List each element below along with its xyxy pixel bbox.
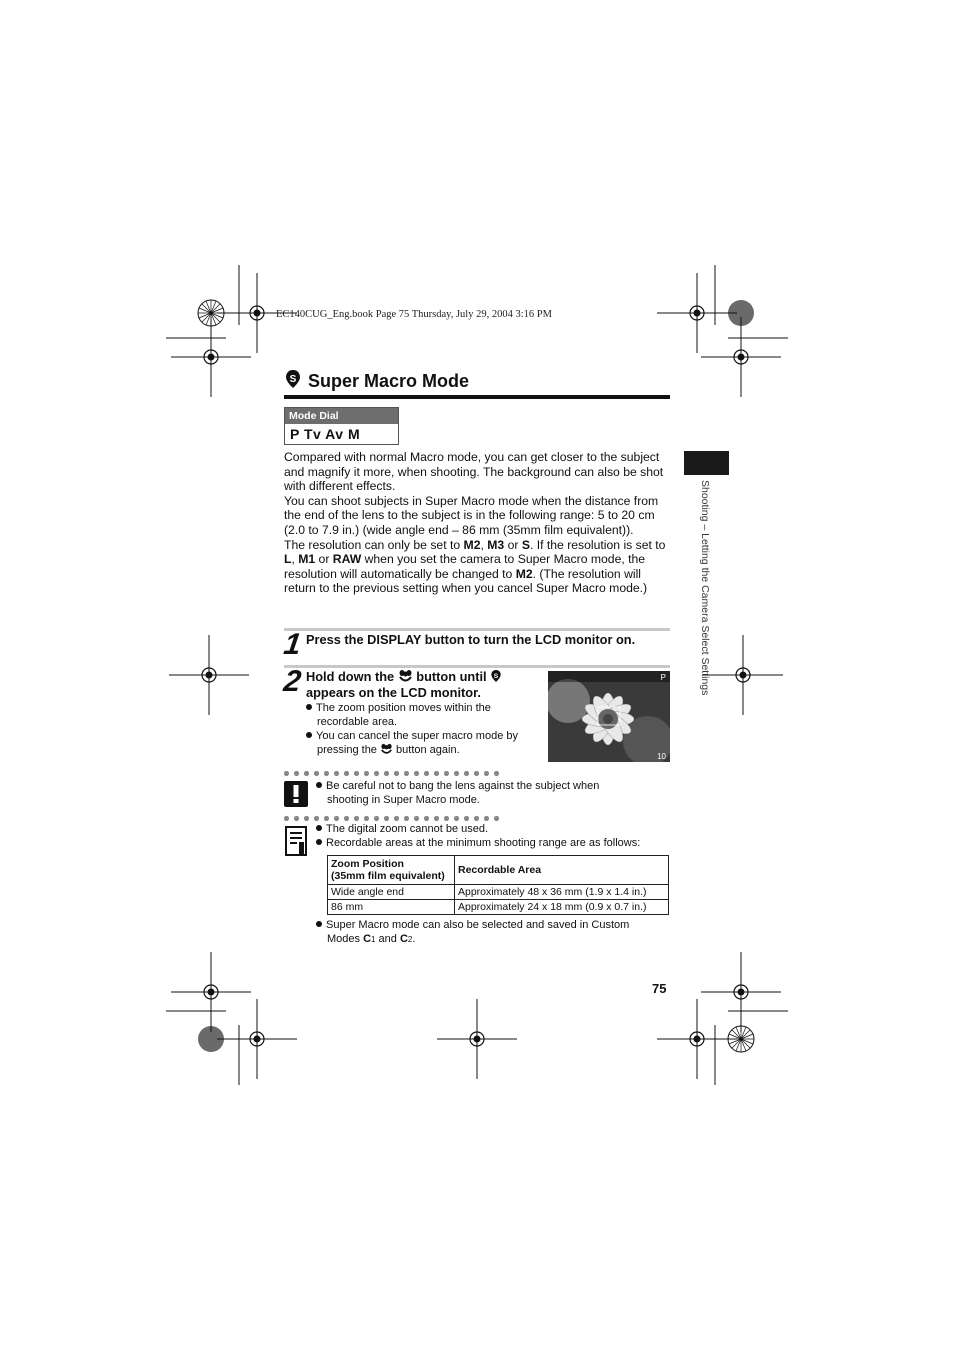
svg-text:P: P: [660, 673, 666, 682]
list-item: Be careful not to bang the lens against the subject when: [316, 779, 676, 793]
intro-paragraph: Compared with normal Macro mode, you can get closer to the subject and magnify it more, when shooting. The background can also be shot with different effects.: [284, 450, 664, 494]
table-cell: 86 mm: [328, 900, 455, 915]
table-header-cell: Recordable Area: [455, 856, 669, 885]
page-number: 75: [652, 981, 667, 996]
list-item: The digital zoom cannot be used.: [316, 822, 676, 836]
svg-text:S: S: [493, 673, 499, 680]
step-text: Press the DISPLAY button to turn the LCD monitor on.: [306, 632, 636, 647]
macro-flower-icon: [380, 744, 393, 756]
notes-list: [316, 822, 676, 850]
table-header-cell: Zoom Position (35mm film equivalent): [328, 856, 455, 885]
table-cell: Wide angle end: [328, 885, 455, 900]
mode-dial-modes: P Tv Av M: [290, 426, 361, 442]
macro-flower-icon: [398, 669, 413, 684]
page-title: [284, 369, 469, 394]
list-item: Super Macro mode can also be selected and saved in Custom: [316, 918, 676, 932]
intro-paragraph: The resolution can only be set to M2, M3 or S. If the resolution is set to L, M1 or RAW when you set the camera to Super Macro mode, the resolution will automatically be changed to M2. (The resolution will return to the previous setting when you cancel Super Macro mode.): [284, 537, 666, 596]
mode-dial-box: [284, 407, 399, 445]
table-header-row: [328, 856, 669, 885]
memo-icon: [285, 826, 307, 861]
table-row: [328, 900, 669, 915]
chapter-tab: [684, 451, 729, 475]
caution-text: Be careful not to bang the lens against the subject when shooting in Super Macro mode.: [316, 779, 676, 807]
print-header: EC140CUG_Eng.book Page 75 Thursday, July 29, 2004 3:16 PM: [276, 309, 552, 320]
table-cell: Approximately 48 x 36 mm (1.9 x 1.4 in.): [455, 885, 669, 900]
dotted-divider: [284, 771, 500, 777]
table-cell: Approximately 24 x 18 mm (0.9 x 0.7 in.): [455, 900, 669, 915]
intro-paragraph: You can shoot subjects in Super Macro mode when the distance from the end of the lens to the subject is in the following range: 5 to 20 cm (2.0 to 7.9 in.) (wide angle end – 86 mm (35mm film equivalent)).: [284, 493, 659, 537]
super-macro-icon: [284, 369, 302, 394]
svg-text:10: 10: [657, 752, 666, 761]
svg-text:S: S: [289, 374, 297, 385]
step-number: 1: [281, 628, 304, 661]
step-text: Hold down the button until S appears on the LCD monitor.: [306, 669, 546, 700]
notes-list: Super Macro mode can also be selected and saved in Custom Modes C1 and C2.: [316, 918, 676, 947]
list-item: Recordable areas at the minimum shooting range are as follows:: [316, 836, 676, 850]
intro-text: [284, 450, 672, 596]
mode-dial-label: Mode Dial: [285, 408, 398, 424]
table-row: [328, 885, 669, 900]
step-number: 2: [281, 665, 304, 698]
list-item: You can cancel the super macro mode by: [306, 730, 546, 744]
title-rule: [284, 395, 670, 399]
step-rule: [284, 628, 670, 631]
recordable-area-table: [327, 855, 669, 915]
list-item: The zoom position moves within the: [306, 702, 546, 716]
chapter-title: Shooting – Letting the Camera Select Settings: [699, 480, 711, 696]
step-rule: [284, 665, 670, 668]
caution-icon: [284, 781, 308, 812]
super-macro-icon: [490, 669, 502, 684]
title-text: Super Macro Mode: [308, 371, 470, 391]
step2-bullets: The zoom position moves within the recordable area. You can cancel the super macro mode by pressing the button again.: [306, 702, 546, 758]
lcd-flower-photo: [548, 671, 670, 762]
